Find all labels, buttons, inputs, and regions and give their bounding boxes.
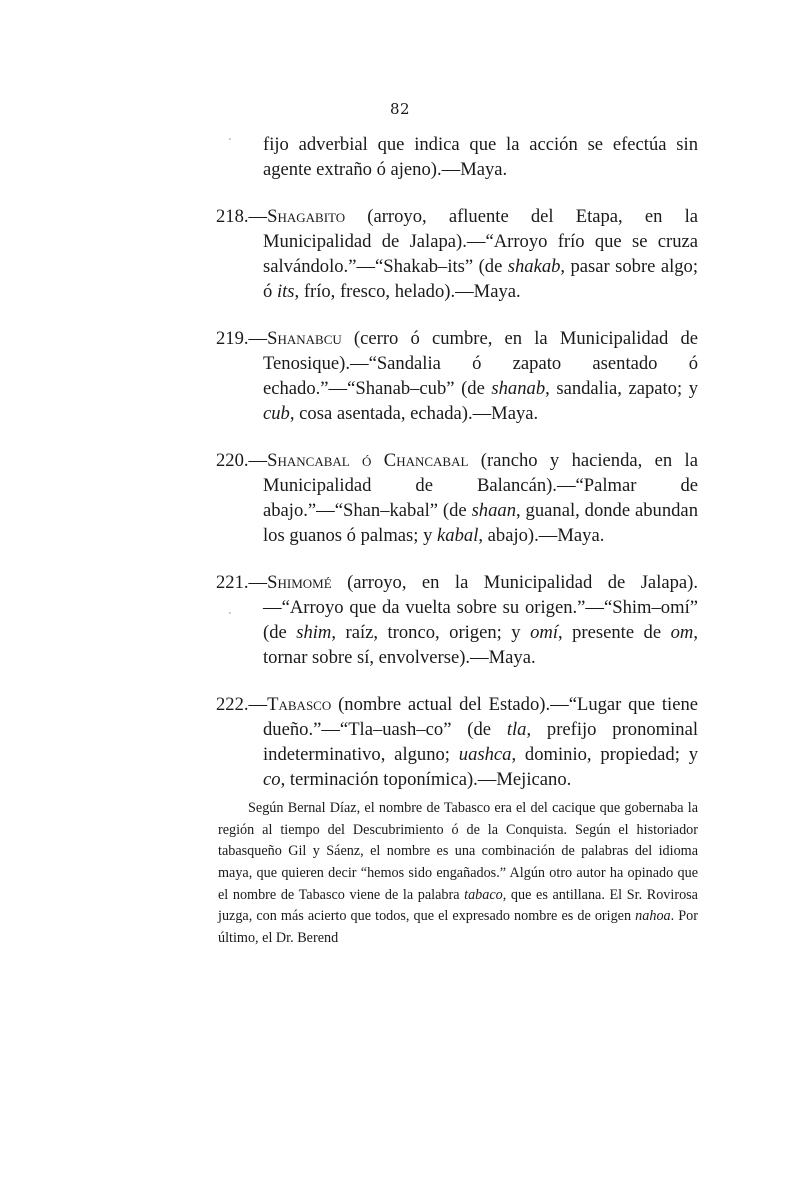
entry-headword: Tabasco <box>267 694 332 715</box>
entry-number: 220.— <box>216 450 268 471</box>
entry-italic: omí <box>530 622 558 643</box>
entry-italic: kabal <box>437 525 479 546</box>
entry-headword: Shancabal ó Chancabal <box>267 450 469 471</box>
footnote-text: Según Bernal Díaz, el nombre de Tabasco era el del cacique que gobernaba la región al tiempo del Descubrimiento ó de la Conquista. Según el historiador tabasqueño Gil y Sáenz, el nombre es una combinación de palabras del idioma maya, que quieren decir “hemos sido engañados.” Algún otro autor ha opinado que el nombre de Tabasco viene de la palabra <box>218 800 698 903</box>
entry-text: , presente de <box>557 622 671 643</box>
footnote-text: , que es antillana. El Sr. Rovirosa juzga, con más acierto que todos, que el expresado nombre es de origen <box>218 886 698 925</box>
entry-headword: Shimomé <box>267 572 332 593</box>
entry-text: , prefijo pronominal indeterminativo, alguno; <box>263 719 699 765</box>
entry-text: (arroyo, afluente del Etapa, en la Municipalidad de Jalapa).—“Arroyo frío que se cruza salvándolo.”—“Shakab–its” (de <box>263 206 698 277</box>
entry-text: , raíz, tronco, origen; y <box>331 622 531 643</box>
entry-220 <box>216 448 698 548</box>
entry-text: (rancho y hacienda, en la Municipalidad de Balancán).—“Palmar de abajo.”—“Shan–kabal” (de <box>263 450 698 521</box>
entry-text: , terminación toponímica).—Mejicano. <box>280 769 572 790</box>
entry-text: , dominio, propiedad; y <box>511 744 698 765</box>
footnote-text: . Por último, el Dr. Berend <box>218 908 698 946</box>
entry-text: , abajo).—Maya. <box>478 525 605 546</box>
entry-221 <box>216 570 698 670</box>
entry-italic: shanab <box>491 378 546 399</box>
entry-text: (nombre actual del Estado).—“Lugar que tiene dueño.”—“Tla–uash–co” (de <box>263 694 698 740</box>
entry-text: , cosa asentada, echada).—Maya. <box>289 403 539 424</box>
entry-222 <box>216 692 698 792</box>
entry-218 <box>216 204 698 304</box>
entry-italic: tla <box>506 719 527 740</box>
entry-italic: om <box>670 622 694 643</box>
entry-italic: uashca <box>458 744 512 765</box>
entry-headword: Shanabcu <box>267 328 342 349</box>
entry-italic: shaan <box>471 500 516 521</box>
main-text <box>216 132 698 814</box>
footnote-paragraph <box>218 798 698 949</box>
entry-number: 218.— <box>216 206 268 227</box>
entry-italic: its <box>276 281 295 302</box>
entry-italic: shim <box>296 622 332 643</box>
entry-text: , tornar sobre sí, envolverse).—Maya. <box>263 622 698 668</box>
entry-text: , guanal, donde abundan los guanos ó palmas; y <box>263 500 698 546</box>
entry-text: , sandalia, zapato; y <box>545 378 698 399</box>
footnote-italic: nahoa <box>635 908 671 925</box>
entry-number: 222.— <box>216 694 268 715</box>
entry-text: , frío, fresco, helado).—Maya. <box>294 281 521 302</box>
entry-219 <box>216 326 698 426</box>
entry-italic: co <box>263 769 281 790</box>
entry-text: (arroyo, en la Municipalidad de Jalapa).—“Arroyo que da vuelta sobre su origen.”—“Shim–omí” (de <box>263 572 698 643</box>
entry-text: , pasar sobre algo; ó <box>263 256 698 302</box>
entry-text: (cerro ó cumbre, en la Municipalidad de Tenosique).—“Sandalia ó zapato asentado ó echado.”—“Shanab–cub” (de <box>263 328 698 399</box>
entry-headword: Shagabito <box>267 206 346 227</box>
page-number: 82 <box>389 100 411 118</box>
footnote-italic: tabaco <box>464 886 503 903</box>
entry-number: 221.— <box>216 572 268 593</box>
continuation-paragraph: fijo adverbial que indica que la acción se efectúa sin agente extraño ó ajeno).—Maya. <box>263 134 698 180</box>
entry-number: 219.— <box>216 328 268 349</box>
entry-italic: cub <box>263 403 290 424</box>
entry-italic: shakab <box>507 256 561 277</box>
